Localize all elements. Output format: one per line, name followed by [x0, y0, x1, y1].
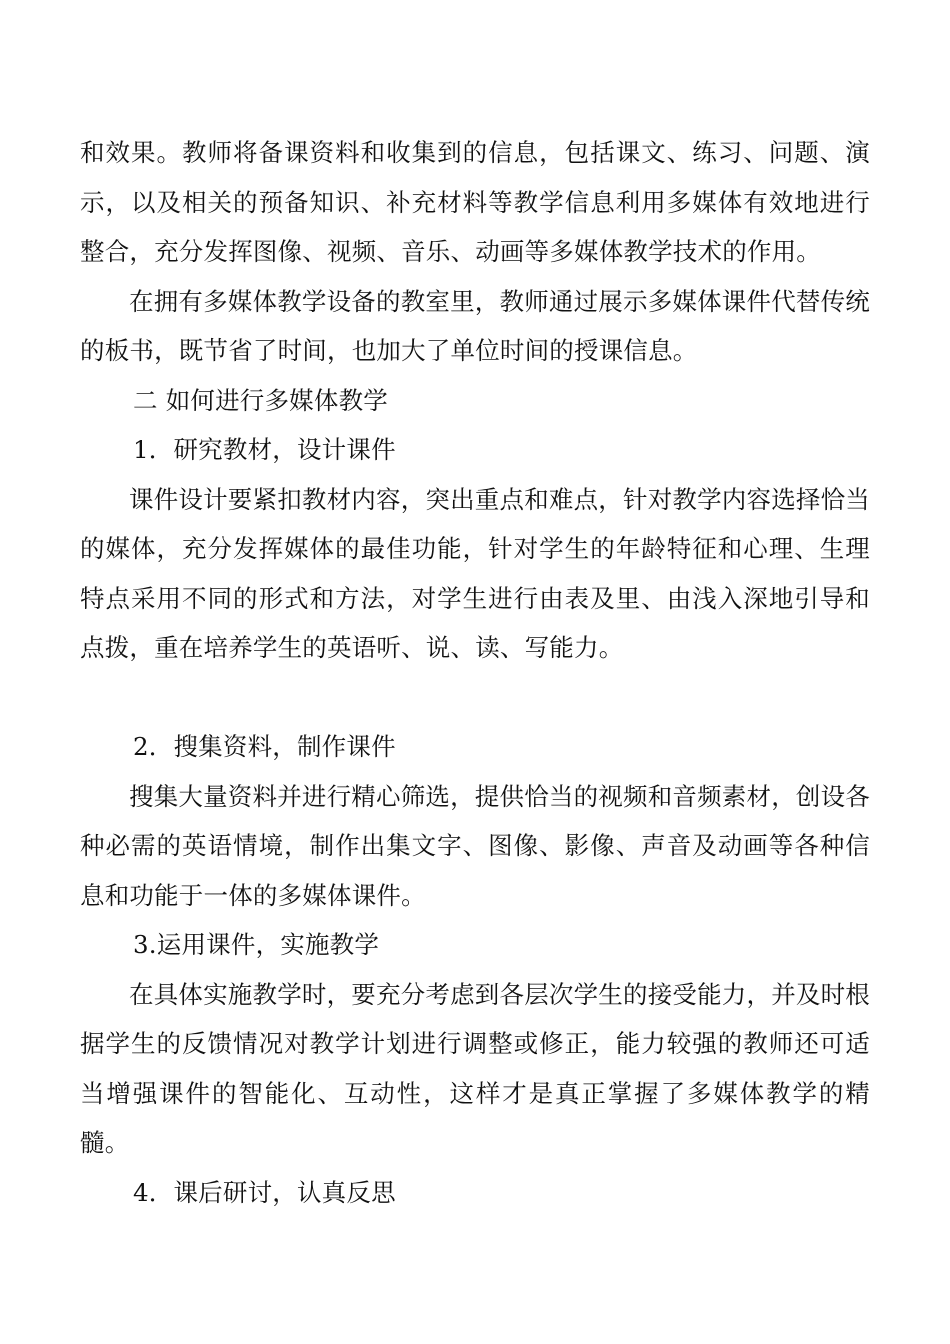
paragraph-collect-materials: 搜集大量资料并进行精心筛选，提供恰当的视频和音频素材，创设各种必需的英语情境，制作出集文字、图像、影像、声音及动画等各种信息和功能于一体的多媒体课件。 — [80, 781, 870, 910]
item-heading-1: 1．研究教材，设计课件 — [133, 435, 396, 464]
item-heading-4: 4．课后研讨，认真反思 — [133, 1177, 396, 1207]
paragraph-gap — [80, 673, 870, 723]
paragraph-multimedia-classroom: 在拥有多媒体教学设备的教室里，教师通过展示多媒体课件代替传统的板书，既节省了时间，也加大了单位时间的授课信息。 — [80, 286, 870, 365]
item-heading-2: 2．搜集资料，制作课件 — [133, 732, 396, 761]
document-body — [80, 128, 870, 1217]
paragraph-continuation: 和效果。教师将备课资料和收集到的信息，包括课文、练习、问题、演示，以及相关的预备知识、补充材料等教学信息利用多媒体有效地进行整合，充分发挥图像、视频、音乐、动画等多媒体教学技术的作用。 — [80, 138, 870, 266]
paragraph-implement-teaching: 在具体实施教学时，要充分考虑到各层次学生的接受能力，并及时根据学生的反馈情况对教学计划进行调整或修正，能力较强的教师还可适当增强课件的智能化、互动性，这样才是真正掌握了多媒体教学的精髓。 — [80, 979, 870, 1157]
section-heading-how-to-teach: 二 如何进行多媒体教学 — [133, 385, 388, 415]
paragraph-courseware-design: 课件设计要紧扣教材内容，突出重点和难点，针对教学内容选择恰当的媒体，充分发挥媒体的最佳功能，针对学生的年龄特征和心理、生理特点采用不同的形式和方法，对学生进行由表及里、由浅入深地引导和点拨，重在培养学生的英语听、说、读、写能力。 — [80, 484, 870, 662]
item-heading-3: 3.运用课件，实施教学 — [133, 930, 380, 959]
